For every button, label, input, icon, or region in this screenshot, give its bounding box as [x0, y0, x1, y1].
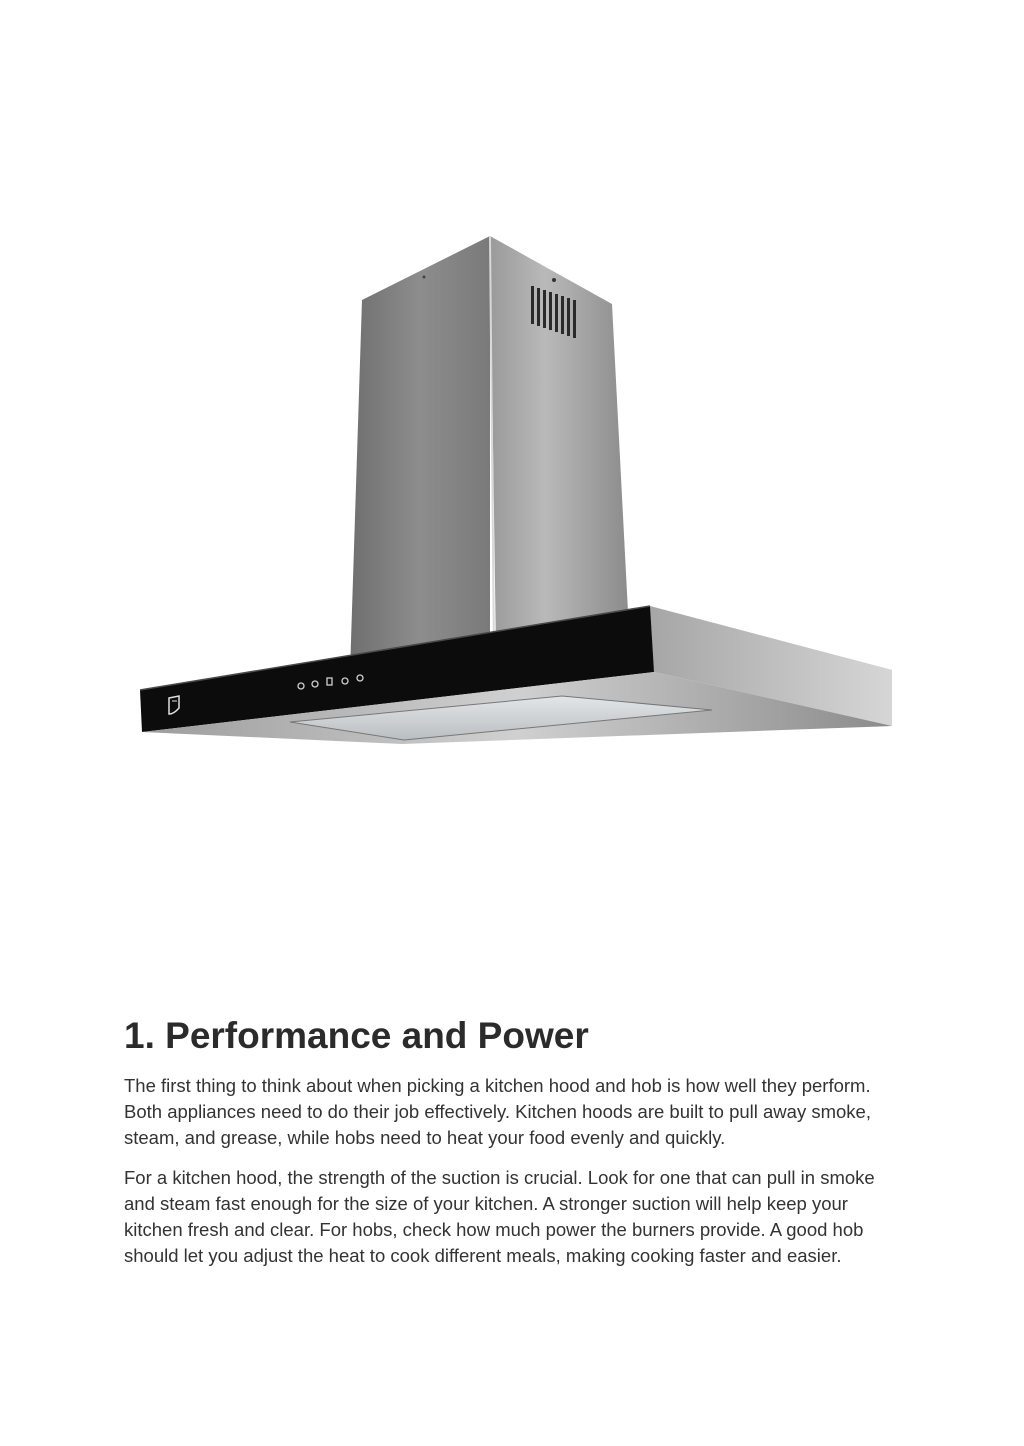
range-hood-illustration: [0, 220, 1024, 760]
paragraph: For a kitchen hood, the strength of the suction is crucial. Look for one that can pull in smoke and steam fast enough for the size of your kitchen. A stronger suction will help keep your kitchen fresh and clear. For hobs, check how much power the burners provide. A good hob should let you adjust the heat to cook different meals, making cooking faster and easier.: [124, 1167, 875, 1266]
section-heading: 1. Performance and Power: [124, 1015, 589, 1056]
range-hood-image: [0, 220, 1024, 760]
article-section: [124, 1013, 904, 1283]
chimney-front: [350, 236, 490, 672]
paragraph: The first thing to think about when picking a kitchen hood and hob is how well they perform. Both appliances need to do their job effectively. Kitchen hoods are built to pull away smoke, steam, and grease, while hobs need to heat your food evenly and quickly.: [124, 1075, 871, 1148]
chimney-side: [490, 236, 628, 652]
